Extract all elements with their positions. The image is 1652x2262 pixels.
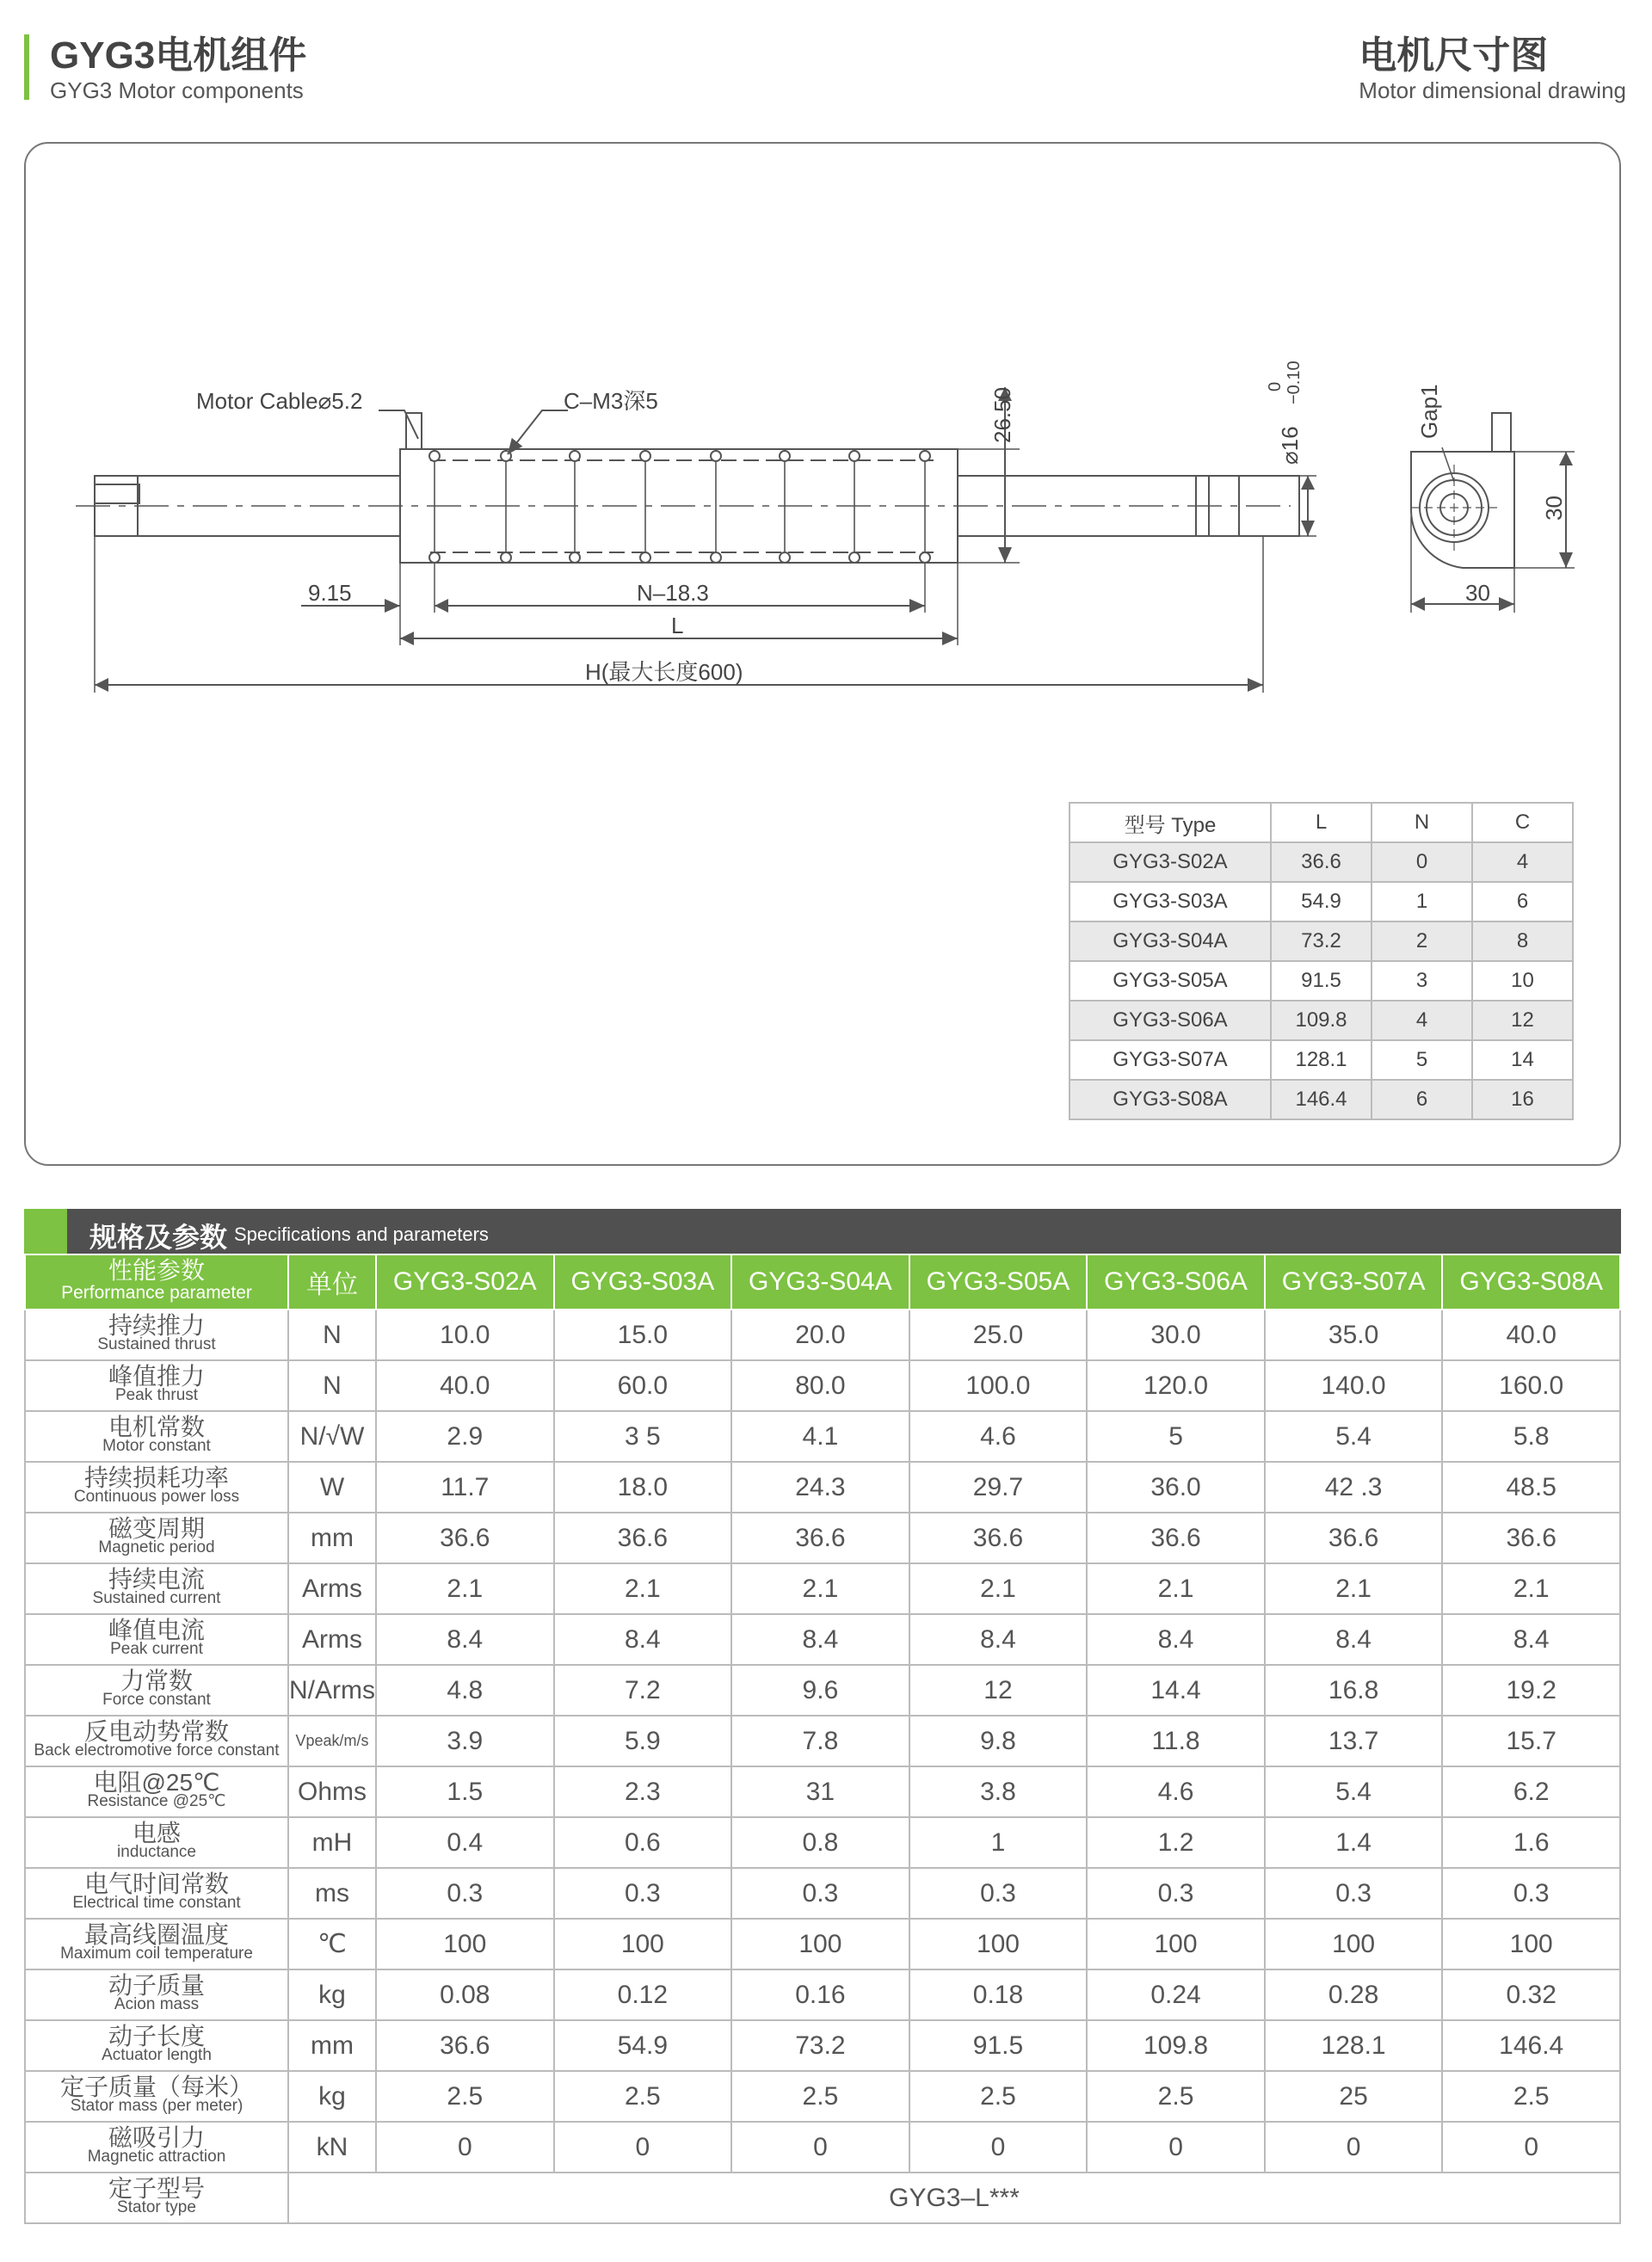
spec-value: 25 — [1265, 2071, 1443, 2122]
spec-value: 1.6 — [1442, 1817, 1620, 1868]
dimension-table-row — [1069, 921, 1573, 961]
spec-value: 9.8 — [909, 1716, 1088, 1766]
cable-label: Motor Cable⌀5.2 — [196, 388, 363, 414]
spec-value: 4.1 — [731, 1411, 909, 1462]
spec-value: 40.0 — [1442, 1310, 1620, 1360]
param-unit: mm — [288, 2020, 376, 2071]
spec-value: 29.7 — [909, 1462, 1088, 1513]
spec-value: 3.9 — [376, 1716, 554, 1766]
spec-value: 2.1 — [554, 1563, 732, 1614]
side-width-label: 30 — [1465, 580, 1490, 606]
dimension-table-cell: 109.8 — [1271, 1001, 1372, 1040]
param-unit: mH — [288, 1817, 376, 1868]
dimension-table-cell: 2 — [1372, 921, 1472, 961]
spec-value: 0.12 — [554, 1969, 732, 2020]
param-name-en: Peak thrust — [114, 1385, 199, 1404]
spec-value: 2.5 — [909, 2071, 1088, 2122]
param-name-cn: 电阻@25℃ — [93, 1768, 220, 1796]
spec-value: 0 — [554, 2122, 732, 2173]
spec-value: 146.4 — [1442, 2020, 1620, 2071]
spec-value: 2.5 — [731, 2071, 909, 2122]
param-unit: mm — [288, 1513, 376, 1563]
param-name-en: Actuator length — [102, 2045, 212, 2064]
side-height-label: 30 — [1541, 496, 1567, 521]
param-unit: ℃ — [288, 1919, 376, 1969]
spec-value: 0.3 — [731, 1868, 909, 1919]
spec-value: 0.3 — [1442, 1868, 1620, 1919]
param-name-cn: 最高线圈温度 — [83, 1920, 229, 1948]
param-name — [25, 1462, 288, 1513]
dimension-table-row — [1069, 1040, 1573, 1080]
pitch-label: N–18.3 — [637, 580, 709, 606]
dimension-table-cell: 6 — [1372, 1080, 1472, 1119]
model-header: GYG3-S06A — [1087, 1254, 1265, 1310]
spec-value: 8.4 — [1265, 1614, 1443, 1665]
spec-value: 13.7 — [1265, 1716, 1443, 1766]
spec-row — [25, 1969, 1620, 2020]
spec-value: 0.3 — [1087, 1868, 1265, 1919]
spec-value: 2.5 — [1442, 2071, 1620, 2122]
spec-row — [25, 1766, 1620, 1817]
gap-label: Gap1 — [1416, 384, 1442, 439]
param-name — [25, 1919, 288, 1969]
col-n: N — [1372, 803, 1472, 842]
param-name — [25, 1411, 288, 1462]
spec-row — [25, 1360, 1620, 1411]
spec-value: 15.0 — [554, 1310, 732, 1360]
model-header: GYG3-S07A — [1265, 1254, 1443, 1310]
param-name-cn: 电气时间常数 — [83, 1870, 229, 1897]
spec-value: 8.4 — [909, 1614, 1088, 1665]
spec-value: 120.0 — [1087, 1360, 1265, 1411]
spec-value: 91.5 — [909, 2020, 1088, 2071]
spec-value: 5.4 — [1265, 1411, 1443, 1462]
param-header-en: Performance parameter — [61, 1283, 252, 1303]
param-name-en: Acion mass — [114, 1994, 200, 2013]
spec-value: 36.6 — [376, 1513, 554, 1563]
dimension-table-cell: 10 — [1472, 961, 1573, 1001]
spec-value: 0.16 — [731, 1969, 909, 2020]
spec-value: 19.2 — [1442, 1665, 1620, 1716]
model-header: GYG3-S03A — [554, 1254, 732, 1310]
spec-value: 5.9 — [554, 1716, 732, 1766]
param-name — [25, 1513, 288, 1563]
dimension-table-row — [1069, 1080, 1573, 1119]
model-header: GYG3-S02A — [376, 1254, 554, 1310]
model-header: GYG3-S08A — [1442, 1254, 1620, 1310]
param-name-cn: 磁吸引力 — [108, 2123, 205, 2151]
spec-value: 36.0 — [1087, 1462, 1265, 1513]
offset-label: 9.15 — [308, 580, 352, 606]
param-name-cn: 持续损耗功率 — [83, 1464, 229, 1491]
spec-row — [25, 2071, 1620, 2122]
specifications-title: 规格及参数 — [89, 1222, 228, 1253]
spec-row — [25, 1411, 1620, 1462]
param-name-en: Continuous power loss — [73, 1487, 240, 1506]
dimension-table-cell: 6 — [1472, 882, 1573, 921]
param-name — [25, 1817, 288, 1868]
total-length-label: H(最大长度600) — [585, 659, 743, 685]
param-name — [25, 1665, 288, 1716]
dimension-table-cell: 12 — [1472, 1001, 1573, 1040]
spec-value: 60.0 — [554, 1360, 732, 1411]
spec-value: 2.1 — [1265, 1563, 1443, 1614]
specifications-table — [24, 1254, 1621, 2224]
spec-value: 140.0 — [1265, 1360, 1443, 1411]
specifications-subtitle: Specifications and parameters — [234, 1223, 489, 1245]
param-unit: N/√W — [288, 1411, 376, 1462]
spec-value: 100 — [1087, 1919, 1265, 1969]
param-name — [25, 1969, 288, 2020]
spec-value: 36.6 — [731, 1513, 909, 1563]
dimension-table-cell: 8 — [1472, 921, 1573, 961]
spec-value: 160.0 — [1442, 1360, 1620, 1411]
param-name-en: Stator type — [117, 2197, 196, 2216]
dimension-table-header — [1069, 803, 1573, 842]
dimension-table-cell: GYG3-S07A — [1069, 1040, 1271, 1080]
param-name — [25, 1868, 288, 1919]
spec-value: 31 — [731, 1766, 909, 1817]
spec-value: 2.3 — [554, 1766, 732, 1817]
spec-value: 36.6 — [909, 1513, 1088, 1563]
spec-value: 3 5 — [554, 1411, 732, 1462]
spec-value: 100 — [1442, 1919, 1620, 1969]
param-header — [25, 1254, 288, 1310]
spec-value: 8.4 — [376, 1614, 554, 1665]
spec-value: 8.4 — [554, 1614, 732, 1665]
spec-value: 0 — [1265, 2122, 1443, 2173]
spec-value: 4.6 — [1087, 1766, 1265, 1817]
dimension-table-cell: 128.1 — [1271, 1040, 1372, 1080]
spec-value: 0.18 — [909, 1969, 1088, 2020]
page-subtitle: GYG3 Motor components — [50, 77, 304, 103]
spec-value: 8.4 — [1087, 1614, 1265, 1665]
spec-value: 15.7 — [1442, 1716, 1620, 1766]
param-name — [25, 2122, 288, 2173]
param-name-en: Peak current — [110, 1639, 203, 1658]
param-name — [25, 1766, 288, 1817]
spec-row — [25, 2020, 1620, 2071]
dimension-table-cell: 14 — [1472, 1040, 1573, 1080]
spec-value: 35.0 — [1265, 1310, 1443, 1360]
dimension-table-row — [1069, 842, 1573, 882]
spec-value: 0.28 — [1265, 1969, 1443, 2020]
spec-value: 2.5 — [1087, 2071, 1265, 2122]
param-name-cn: 动子质量 — [108, 1971, 205, 1999]
diameter-label: ⌀16 — [1277, 426, 1303, 465]
spec-value: 5 — [1087, 1411, 1265, 1462]
param-unit: Ohms — [288, 1766, 376, 1817]
specifications-section — [24, 1209, 1621, 2224]
param-name-cn: 持续电流 — [108, 1565, 205, 1593]
spec-row — [25, 1310, 1620, 1360]
dimension-table-cell: GYG3-S04A — [1069, 921, 1271, 961]
spec-value: 8.4 — [1442, 1614, 1620, 1665]
spec-value: 0.24 — [1087, 1969, 1265, 2020]
spec-value: 7.2 — [554, 1665, 732, 1716]
spec-row — [25, 1919, 1620, 1969]
param-name-en: Maximum coil temperature — [60, 1944, 253, 1963]
spec-value: 0 — [376, 2122, 554, 2173]
spec-value: 8.4 — [731, 1614, 909, 1665]
dimension-table-cell: GYG3-S05A — [1069, 961, 1271, 1001]
spec-value: 4.8 — [376, 1665, 554, 1716]
spec-value: 2.1 — [376, 1563, 554, 1614]
param-name-en: Electrical time constant — [72, 1893, 241, 1912]
spec-value: 11.8 — [1087, 1716, 1265, 1766]
spec-value: 0.3 — [554, 1868, 732, 1919]
spec-value: 100 — [909, 1919, 1088, 1969]
param-unit: Vpeak/m/s — [288, 1716, 376, 1766]
param-name-en: Stator mass (per meter) — [70, 2096, 243, 2115]
param-name-cn: 电机常数 — [108, 1413, 205, 1440]
spec-value: 100 — [376, 1919, 554, 1969]
length-label: L — [671, 613, 684, 638]
param-name — [25, 1360, 288, 1411]
dimension-table-cell: 0 — [1372, 842, 1472, 882]
spec-value: 1 — [909, 1817, 1088, 1868]
spec-value: 100 — [731, 1919, 909, 1969]
param-name-en: Force constant — [102, 1690, 211, 1709]
spec-value: 30.0 — [1087, 1310, 1265, 1360]
spec-value: 0.3 — [376, 1868, 554, 1919]
spec-value: 2.9 — [376, 1411, 554, 1462]
dimension-table-cell: 73.2 — [1271, 921, 1372, 961]
dimension-table-cell: GYG3-S03A — [1069, 882, 1271, 921]
dimension-table-row — [1069, 1001, 1573, 1040]
spec-value: 0 — [909, 2122, 1088, 2173]
title-accent — [24, 1209, 67, 1254]
col-c: C — [1472, 803, 1573, 842]
stator-type-value: GYG3–L*** — [288, 2173, 1620, 2223]
spec-value: 16.8 — [1265, 1665, 1443, 1716]
spec-value: 1.5 — [376, 1766, 554, 1817]
spec-row — [25, 1716, 1620, 1766]
spec-value: 0.3 — [909, 1868, 1088, 1919]
drawing-section-subtitle: Motor dimensional drawing — [1359, 77, 1626, 103]
param-name-en: Sustained thrust — [97, 1334, 216, 1353]
spec-value: 1.2 — [1087, 1817, 1265, 1868]
spec-row — [25, 1817, 1620, 1868]
dimension-table-cell: 146.4 — [1271, 1080, 1372, 1119]
spec-value: 128.1 — [1265, 2020, 1443, 2071]
spec-value: 2.5 — [376, 2071, 554, 2122]
spec-value: 36.6 — [1087, 1513, 1265, 1563]
param-unit: N/Arms — [288, 1665, 376, 1716]
spec-row — [25, 2122, 1620, 2173]
param-unit: Arms — [288, 1614, 376, 1665]
param-name-en: Motor constant — [102, 1436, 211, 1455]
spec-value: 9.6 — [731, 1665, 909, 1716]
spec-row — [25, 1563, 1620, 1614]
dimension-table-cell: 36.6 — [1271, 842, 1372, 882]
param-unit: kg — [288, 2071, 376, 2122]
dimension-table-row — [1069, 882, 1573, 921]
page-title: GYG3电机组件 — [50, 34, 307, 77]
param-unit: N — [288, 1310, 376, 1360]
spec-row — [25, 1665, 1620, 1716]
spec-value: 11.7 — [376, 1462, 554, 1513]
param-name — [25, 2071, 288, 2122]
spec-value: 0 — [1087, 2122, 1265, 2173]
spec-value: 36.6 — [554, 1513, 732, 1563]
param-name — [25, 2020, 288, 2071]
param-header-cn: 性能参数 — [108, 1257, 205, 1284]
spec-row — [25, 1614, 1620, 1665]
spec-row — [25, 1868, 1620, 1919]
dimension-table — [1069, 802, 1574, 1120]
dimension-table-cell: 54.9 — [1271, 882, 1372, 921]
col-l: L — [1271, 803, 1372, 842]
spec-value: 5.8 — [1442, 1411, 1620, 1462]
spec-value: 10.0 — [376, 1310, 554, 1360]
dimension-table-cell: 3 — [1372, 961, 1472, 1001]
dimension-table-cell: 5 — [1372, 1040, 1472, 1080]
spec-value: 0.4 — [376, 1817, 554, 1868]
spec-value: 3.8 — [909, 1766, 1088, 1817]
spec-value: 2.1 — [731, 1563, 909, 1614]
param-name-cn: 定子型号 — [108, 2174, 205, 2202]
dimension-table-cell: 91.5 — [1271, 961, 1372, 1001]
spec-value: 109.8 — [1087, 2020, 1265, 2071]
param-name-cn: 磁变周期 — [108, 1514, 205, 1542]
dimension-table-cell: 4 — [1472, 842, 1573, 882]
param-name-en: Sustained current — [92, 1588, 221, 1607]
dimension-table-cell: 16 — [1472, 1080, 1573, 1119]
dimension-table-cell: 1 — [1372, 882, 1472, 921]
spec-value: 36.6 — [376, 2020, 554, 2071]
spec-value: 2.1 — [1087, 1563, 1265, 1614]
param-name-cn: 反电动势常数 — [83, 1717, 229, 1745]
param-name — [25, 2173, 288, 2223]
param-name-cn: 峰值推力 — [108, 1362, 205, 1390]
spec-value: 2.1 — [909, 1563, 1088, 1614]
spec-value: 0.3 — [1265, 1868, 1443, 1919]
hole-label: C–M3深5 — [564, 388, 658, 414]
spec-value: 0.08 — [376, 1969, 554, 2020]
tolerance-upper: 0 — [1266, 381, 1285, 391]
spec-value: 0.6 — [554, 1817, 732, 1868]
spec-value: 0.32 — [1442, 1969, 1620, 2020]
spec-value: 18.0 — [554, 1462, 732, 1513]
spec-value: 73.2 — [731, 2020, 909, 2071]
param-name-en: Magnetic period — [98, 1538, 215, 1556]
spec-value: 2.5 — [554, 2071, 732, 2122]
spec-value: 1.4 — [1265, 1817, 1443, 1868]
spec-value: 36.6 — [1265, 1513, 1443, 1563]
unit-header: 单位 — [288, 1254, 376, 1310]
param-name — [25, 1563, 288, 1614]
param-name — [25, 1614, 288, 1665]
spec-value: 25.0 — [909, 1310, 1088, 1360]
param-name-cn: 动子长度 — [108, 2022, 205, 2049]
param-name — [25, 1716, 288, 1766]
spec-value: 100 — [1265, 1919, 1443, 1969]
param-name-cn: 电感 — [132, 1819, 181, 1846]
specifications-title-bar — [24, 1209, 1621, 1254]
param-name-en: Magnetic attraction — [87, 2147, 226, 2166]
model-header: GYG3-S05A — [909, 1254, 1088, 1310]
spec-value: 0.8 — [731, 1817, 909, 1868]
spec-row — [25, 1462, 1620, 1513]
height-dim-label: 26.50 — [989, 386, 1015, 443]
model-header: GYG3-S04A — [731, 1254, 909, 1310]
spec-value: 54.9 — [554, 2020, 732, 2071]
dimension-table-cell: 4 — [1372, 1001, 1472, 1040]
param-unit: Arms — [288, 1563, 376, 1614]
col-type: 型号 Type — [1069, 803, 1271, 842]
param-name-cn: 力常数 — [120, 1667, 193, 1694]
param-name-cn: 定子质量（每米） — [59, 2073, 253, 2100]
param-unit: N — [288, 1360, 376, 1411]
specifications-header-row — [25, 1254, 1620, 1310]
dimension-table-cell: GYG3-S08A — [1069, 1080, 1271, 1119]
tolerance-lower: −0.10 — [1285, 361, 1304, 404]
spec-value: 0 — [731, 2122, 909, 2173]
dimension-table-row — [1069, 961, 1573, 1001]
drawing-section-title: 电机尺寸图 — [1359, 34, 1549, 77]
param-name-en: inductance — [117, 1842, 196, 1861]
stator-type-row — [25, 2173, 1620, 2223]
spec-value: 36.6 — [1442, 1513, 1620, 1563]
param-name-cn: 峰值电流 — [108, 1616, 205, 1643]
spec-value: 14.4 — [1087, 1665, 1265, 1716]
spec-value: 100.0 — [909, 1360, 1088, 1411]
spec-value: 80.0 — [731, 1360, 909, 1411]
spec-value: 0 — [1442, 2122, 1620, 2173]
param-unit: kg — [288, 1969, 376, 2020]
spec-value: 2.1 — [1442, 1563, 1620, 1614]
spec-value: 7.8 — [731, 1716, 909, 1766]
spec-row — [25, 1513, 1620, 1563]
spec-value: 4.6 — [909, 1411, 1088, 1462]
param-name-en: Back electromotive force constant — [34, 1741, 280, 1760]
spec-value: 24.3 — [731, 1462, 909, 1513]
spec-value: 6.2 — [1442, 1766, 1620, 1817]
spec-value: 5.4 — [1265, 1766, 1443, 1817]
spec-value: 20.0 — [731, 1310, 909, 1360]
param-unit: W — [288, 1462, 376, 1513]
spec-value: 48.5 — [1442, 1462, 1620, 1513]
dimension-table-cell: GYG3-S02A — [1069, 842, 1271, 882]
param-unit: ms — [288, 1868, 376, 1919]
spec-value: 40.0 — [376, 1360, 554, 1411]
param-name-cn: 持续推力 — [108, 1311, 205, 1339]
dimension-table-cell: GYG3-S06A — [1069, 1001, 1271, 1040]
spec-value: 42 .3 — [1265, 1462, 1443, 1513]
spec-value: 100 — [554, 1919, 732, 1969]
param-unit: kN — [288, 2122, 376, 2173]
param-name — [25, 1310, 288, 1360]
spec-value: 12 — [909, 1665, 1088, 1716]
param-name-en: Resistance @25℃ — [87, 1791, 226, 1810]
